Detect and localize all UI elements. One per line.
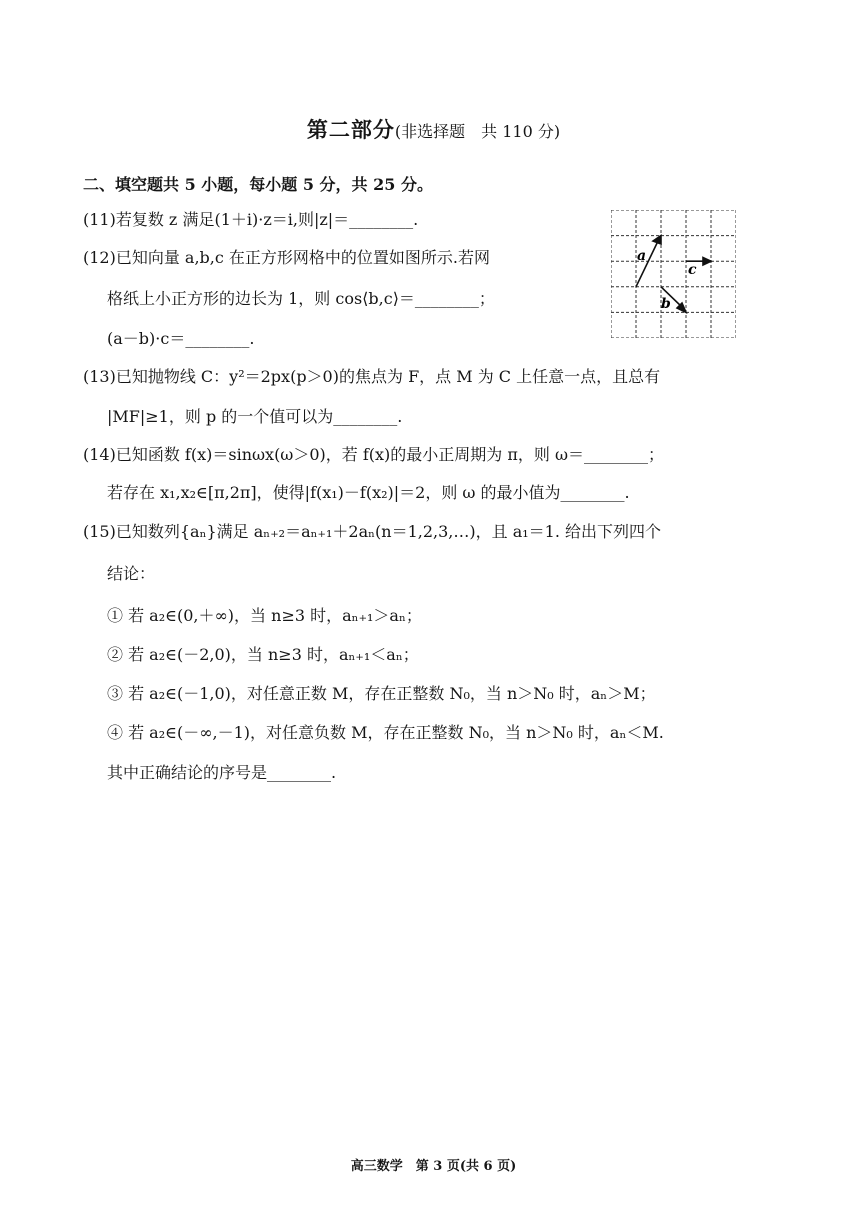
conclusion-1: ① 若 a₂∈(0,＋∞)，当 n≥3 时，aₙ₊₁＞aₙ； [107,606,422,625]
question-11: (11)若复数 z 满足(1＋i)·z＝i,则|z|＝________. [83,210,419,229]
question-12-line-3: (a－b)·c＝________. [107,329,255,348]
section-heading [0,114,867,144]
question-14-line-2: 若存在 x₁,x₂∈[π,2π]，使得|f(x₁)－f(x₂)|＝2，则 ω 的最小值为________. [107,483,630,502]
part-subtitle: (非选择题 共 110 分) [394,122,561,141]
question-13-line-1: (13)已知抛物线 C：y²＝2px(p＞0)的焦点为 F，点 M 为 C 上任意一点，且总有 [83,367,661,386]
vector-a-arrowhead [653,236,661,244]
question-12-line-2: 格纸上小正方形的边长为 1，则 cos⟨b,c⟩＝________； [107,289,495,308]
vector-c-arrowhead [703,258,711,266]
conclusion-4: ④ 若 a₂∈(－∞,－1)，对任意负数 M，存在正整数 N₀，当 n＞N₀ 时，aₙ＜M. [107,723,664,742]
conclusion-3: ③ 若 a₂∈(－1,0)，对任意正数 M，存在正整数 N₀，当 n＞N₀ 时，aₙ＞M； [107,684,656,703]
vector-grid-figure [611,210,736,338]
vector-a-label: a [637,248,647,264]
page-footer: 高三数学 第 3 页(共 6 页) [350,1159,517,1174]
section-instructions: 二、填空题共 5 小题，每小题 5 分，共 25 分。 [83,175,433,194]
vector-c-label: c [688,262,697,278]
grid-lines [611,210,736,338]
conclusion-2: ② 若 a₂∈(－2,0)，当 n≥3 时，aₙ₊₁＜aₙ； [107,645,419,664]
question-15-line-2: 结论： [107,564,156,583]
question-13-line-2: |MF|≥1，则 p 的一个值可以为________. [107,407,403,426]
question-15-line-1: (15)已知数列{aₙ}满足 aₙ₊₂＝aₙ₊₁＋2aₙ(n＝1,2,3,…)，且 a₁＝1. 给出下列四个 [83,522,662,541]
question-12-line-1: (12)已知向量 a,b,c 在正方形网格中的位置如图所示.若网 [83,248,491,267]
part-title: 第二部分 [306,117,395,142]
question-14-line-1: (14)已知函数 f(x)＝sinωx(ω＞0)，若 f(x)的最小正周期为 π，则 ω＝________； [83,445,665,464]
vector-b-label: b [661,296,671,312]
question-15-answer-line: 其中正确结论的序号是________. [107,763,337,782]
